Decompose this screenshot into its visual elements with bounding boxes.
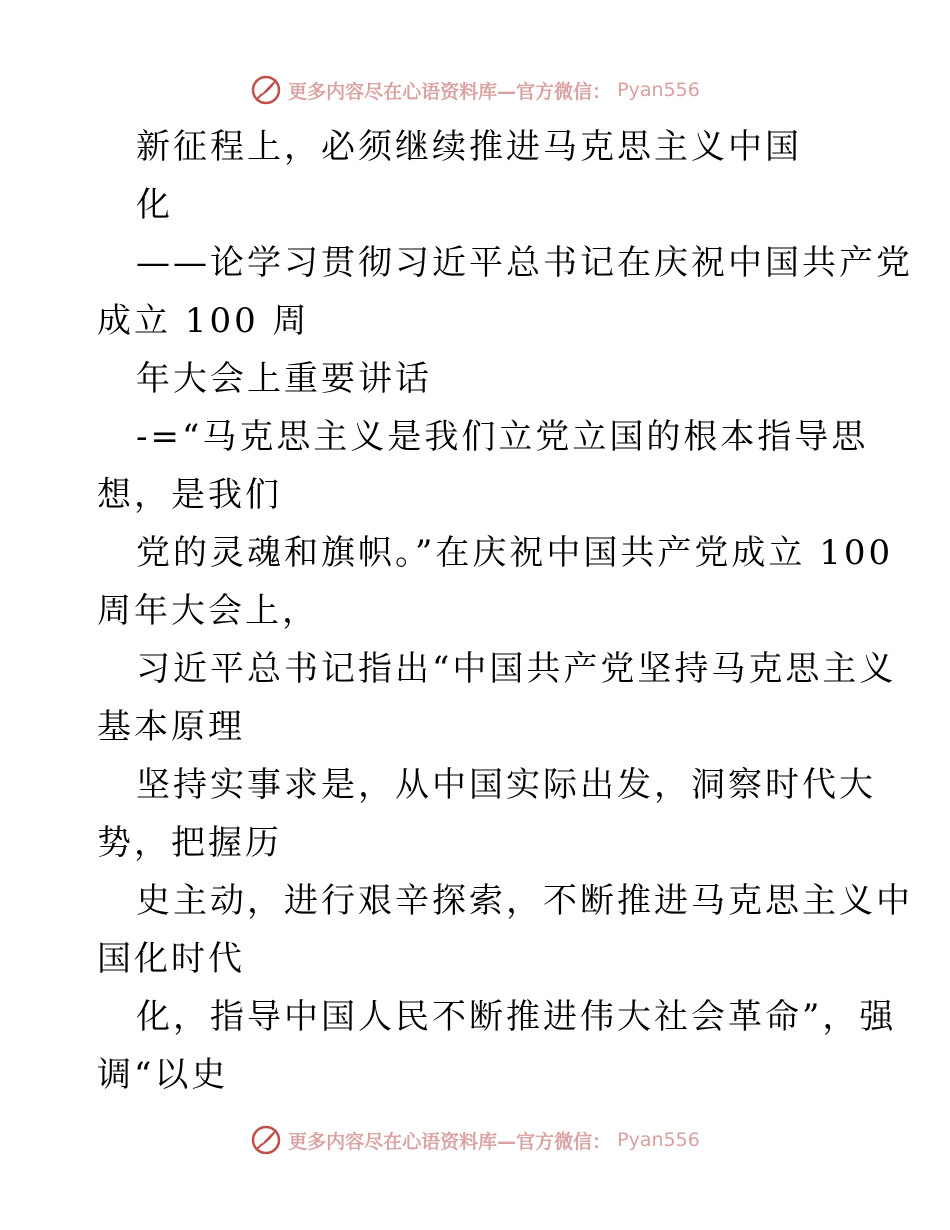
- footer-watermark: [0, 1120, 950, 1160]
- feather-logo-icon: [250, 74, 282, 106]
- text-line: 成立 100 周: [97, 301, 310, 341]
- feather-logo-icon: [250, 1124, 282, 1156]
- text-line: -=“马克思主义是我们立党立国的根本指导思: [136, 417, 869, 457]
- text-line: 坚持实事求是，从中国实际出发，洞察时代大: [136, 765, 876, 805]
- text-line: 国化时代: [97, 939, 245, 979]
- watermark-wechat-id: Pyan556: [617, 79, 700, 101]
- text-line: 周年大会上，: [97, 591, 319, 631]
- text-line: 想，是我们: [97, 475, 282, 515]
- text-line: 党的灵魂和旗帜。”在庆祝中国共产党成立 100: [136, 533, 894, 573]
- text-line: 史主动，进行艰辛探索，不断推进马克思主义中: [136, 881, 913, 921]
- text-line: 势，把握历: [97, 823, 282, 863]
- watermark-text: 更多内容尽在心语资料库—官方微信：: [288, 1130, 612, 1153]
- text-line: 习近平总书记指出“中国共产党坚持马克思主义: [136, 649, 897, 689]
- text-line: 化: [136, 185, 173, 225]
- text-line: 基本原理: [97, 707, 245, 747]
- watermark-wechat-id: Pyan556: [617, 1129, 700, 1151]
- text-line: 年大会上重要讲话: [136, 359, 432, 399]
- text-line: 化，指导中国人民不断推进伟大社会革命”，强: [136, 997, 897, 1037]
- text-line: 新征程上，必须继续推进马克思主义中国: [136, 127, 802, 167]
- header-watermark: [0, 70, 950, 110]
- watermark-text: 更多内容尽在心语资料库—官方微信：: [288, 80, 612, 103]
- text-line: 调“以史: [97, 1055, 229, 1095]
- text-line: ——论学习贯彻习近平总书记在庆祝中国共产党: [136, 243, 913, 283]
